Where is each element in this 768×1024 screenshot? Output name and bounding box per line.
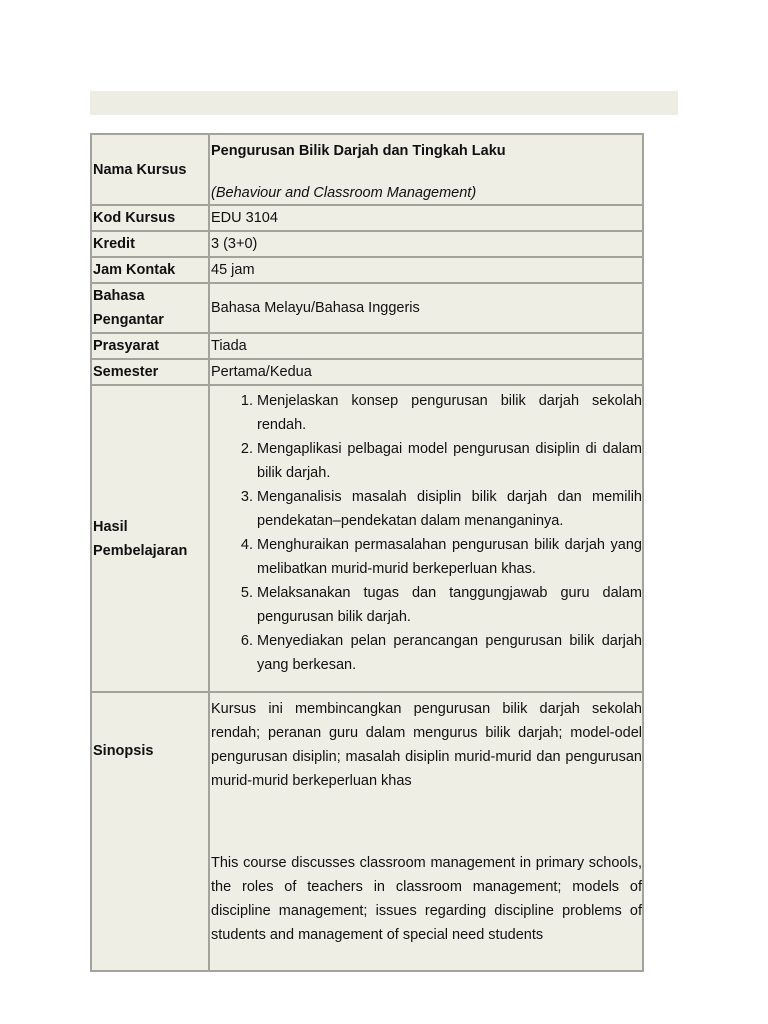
label-prasyarat: Prasyarat bbox=[91, 333, 209, 359]
row-jam-kontak bbox=[91, 257, 643, 283]
value-semester: Pertama/Kedua bbox=[209, 359, 643, 385]
label-bahasa-pengantar: Bahasa Pengantar bbox=[91, 283, 209, 333]
value-prasyarat: Tiada bbox=[209, 333, 643, 359]
synopsis-malay: Kursus ini membincangkan pengurusan bilik darjah sekolah rendah; peranan guru dalam mengurus bilik darjah; model-odel pengurusan disiplin; masalah disiplin murid-murid dan pengurusan murid-murid berkeperluan khas bbox=[211, 701, 642, 789]
row-nama-kursus bbox=[91, 134, 643, 205]
header-bar bbox=[90, 91, 678, 115]
list-item: 6. Menyediakan pelan perancangan pengurusan bilik darjah yang berkesan. bbox=[257, 629, 642, 677]
row-bahasa-pengantar bbox=[91, 283, 643, 333]
synopsis-english: This course discusses classroom management in primary schools, the roles of teachers in classroom management; models of discipline management; issues regarding discipline problems of students and management of special need students bbox=[211, 855, 642, 943]
value-bahasa-pengantar: Bahasa Melayu/Bahasa Inggeris bbox=[209, 283, 643, 333]
course-title: Pengurusan Bilik Darjah dan Tingkah Laku bbox=[211, 143, 506, 159]
learning-outcomes-list bbox=[211, 389, 642, 677]
label-hasil-pembelajaran: Hasil Pembelajaran bbox=[91, 385, 209, 692]
label-kredit: Kredit bbox=[91, 231, 209, 257]
list-item: 5. Melaksanakan tugas dan tanggungjawab guru dalam pengurusan bilik darjah. bbox=[257, 581, 642, 629]
list-item: 4. Menghuraikan permasalahan pengurusan bilik darjah yang melibatkan murid-murid berkeperluan khas. bbox=[257, 533, 642, 581]
list-item: 3. Menganalisis masalah disiplin bilik darjah dan memilih pendekatan–pendekatan dalam menanganinya. bbox=[257, 485, 642, 533]
value-kredit: 3 (3+0) bbox=[209, 231, 643, 257]
label-jam-kontak: Jam Kontak bbox=[91, 257, 209, 283]
row-kod-kursus bbox=[91, 205, 643, 231]
row-hasil-pembelajaran bbox=[91, 385, 643, 692]
value-kod-kursus: EDU 3104 bbox=[209, 205, 643, 231]
row-prasyarat bbox=[91, 333, 643, 359]
label-nama-kursus: Nama Kursus bbox=[91, 134, 209, 205]
label-sinopsis: Sinopsis bbox=[91, 692, 209, 971]
list-item: 2. Mengaplikasi pelbagai model pengurusan disiplin di dalam bilik darjah. bbox=[257, 437, 642, 485]
row-sinopsis bbox=[91, 692, 643, 971]
course-subtitle: (Behaviour and Classroom Management) bbox=[211, 185, 477, 201]
row-semester bbox=[91, 359, 643, 385]
label-semester: Semester bbox=[91, 359, 209, 385]
course-info-table bbox=[90, 133, 644, 972]
row-kredit bbox=[91, 231, 643, 257]
label-kod-kursus: Kod Kursus bbox=[91, 205, 209, 231]
value-jam-kontak: 45 jam bbox=[209, 257, 643, 283]
list-item: 1. Menjelaskan konsep pengurusan bilik darjah sekolah rendah. bbox=[257, 389, 642, 437]
